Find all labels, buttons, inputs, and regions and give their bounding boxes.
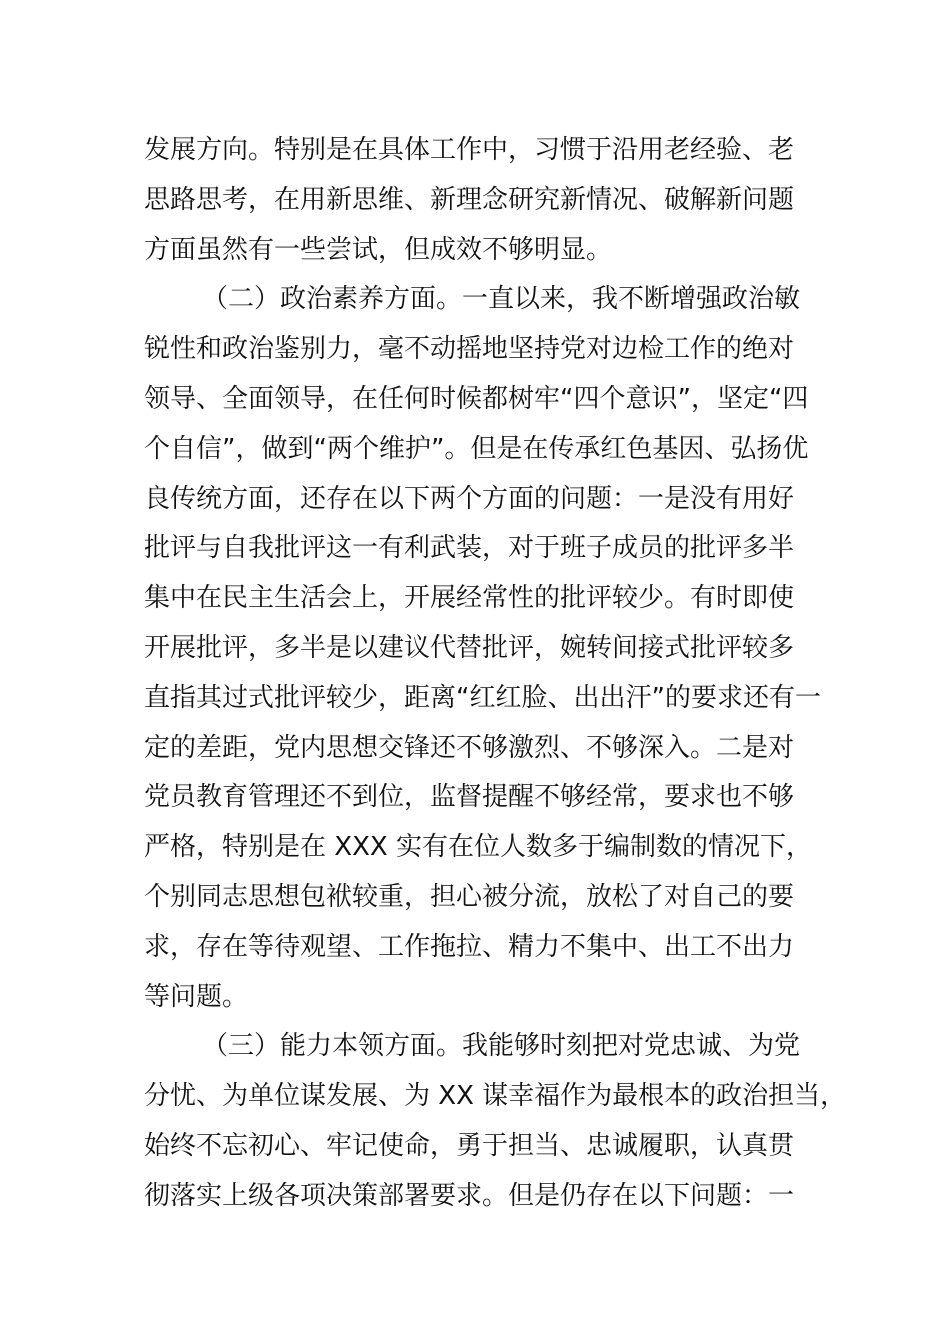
text-line: 直指其过式批评较少，距离“红红脸、出出汗”的要求还有一 — [144, 682, 821, 713]
document-body — [144, 126, 847, 1222]
text-line: 发展方向。特别是在具体工作中，习惯于沿用老经验、老 — [144, 135, 795, 165]
text-line: 锐性和政治鉴别力，毫不动摇地坚持党对边检工作的绝对 — [144, 334, 795, 365]
text-line: 始终不忘初心、牢记使命，勇于担当、忠诚履职，认真贯 — [144, 1130, 795, 1161]
text-line: 分忧、为单位谋发展、为 XX 谋幸福作为最根本的政治担当， — [144, 1081, 847, 1112]
text-line: 定的差距，党内思想交锋还不够激烈、不够深入。二是对 — [144, 732, 795, 763]
text-line: 等问题。 — [144, 981, 249, 1012]
paragraph-heading-line: （三）能力本领方面。我能够时刻把对党忠诚、为党 — [202, 1031, 801, 1062]
text-line: 领导、全面领导，在任何时候都树牢“四个意识”，坚定“四 — [144, 383, 809, 414]
text-line: 党员教育管理还不到位，监督提醒不够经常，要求也不够 — [144, 782, 795, 813]
text-line: 个自信”，做到“两个维护”。但是在传承红色基因、弘扬优 — [144, 433, 809, 464]
text-line: 集中在民主生活会上，开展经常性的批评较少。有时即使 — [144, 583, 795, 614]
text-line: 开展批评，多半是以建议代替批评，婉转间接式批评较多 — [144, 632, 795, 663]
text-line: 求，存在等待观望、工作拖拉、精力不集中、出工不出力 — [144, 931, 795, 962]
text-line: 彻落实上级各项决策部署要求。但是仍存在以下问题：一 — [144, 1180, 795, 1211]
text-line: 严格，特别是在 XXX 实有在位人数多于编制数的情况下， — [144, 832, 812, 863]
text-line: 良传统方面，还存在以下两个方面的问题：一是没有用好 — [144, 483, 795, 514]
text-line: 思路思考，在用新思维、新理念研究新情况、破解新问题 — [144, 184, 795, 215]
text-line: 个别同志思想包袱较重，担心被分流，放松了对自己的要 — [144, 881, 795, 912]
text-line: 方面虽然有一些尝试，但成效不够明显。 — [144, 234, 613, 265]
text-line: 批评与自我批评这一有利武装，对于班子成员的批评多半 — [144, 533, 795, 564]
paragraph-heading-line: （二）政治素养方面。一直以来，我不断增强政治敏 — [202, 284, 801, 315]
